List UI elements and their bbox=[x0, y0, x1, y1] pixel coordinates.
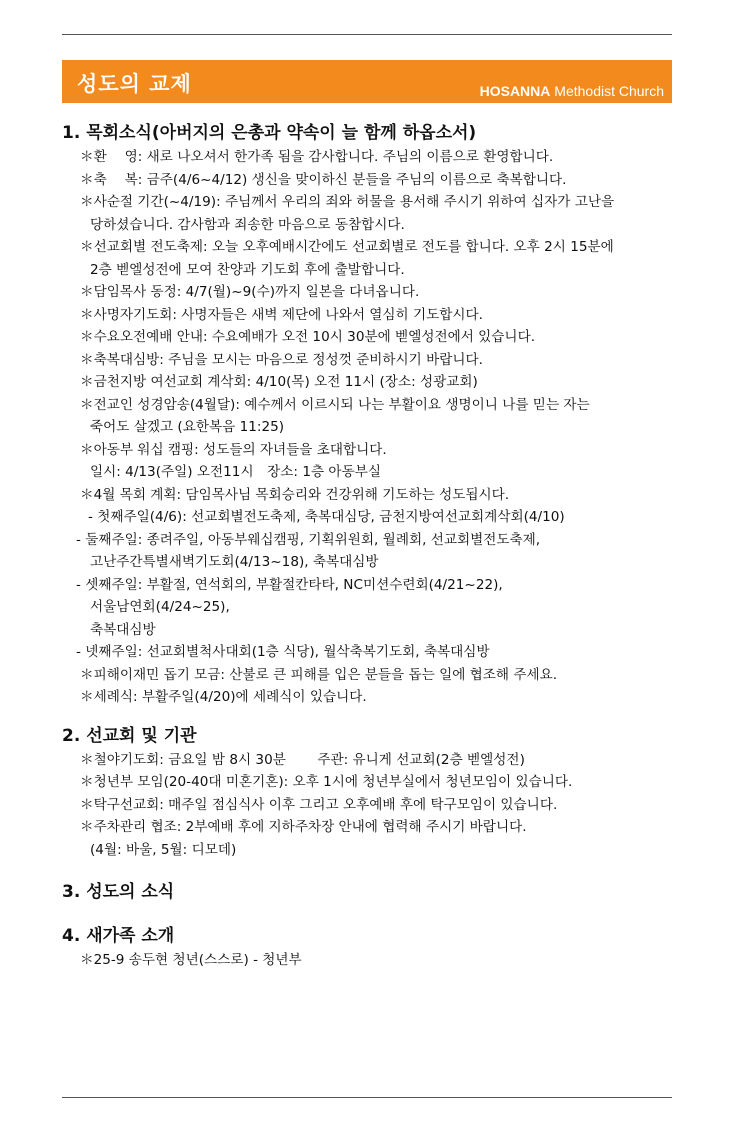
list-item-continuation: 축복대심방 bbox=[90, 621, 156, 638]
list-item: ＊청년부 모임(20-40대 미혼기혼): 오후 1시에 청년부실에서 청년모임이 있습니다. bbox=[80, 774, 573, 790]
list-item: ＊선교회별 전도축제: 오늘 오후예배시간에도 선교회별로 전도를 합니다. 오후 2시 15분에 bbox=[80, 239, 614, 255]
sub-list-item: - 넷째주일: 선교회별척사대회(1층 식당), 월삭축복기도회, 축복대심방 bbox=[76, 644, 490, 660]
list-item-continuation: 2층 벧엘성전에 모여 찬양과 기도회 후에 출발합니다. bbox=[90, 261, 405, 278]
section-title-pastoral-news: 1. 목회소식(아버지의 은총과 약속이 늘 함께 하옵소서) bbox=[62, 123, 477, 143]
list-item-continuation: 일시: 4/13(주일) 오전11시 장소: 1층 아동부실 bbox=[90, 464, 381, 480]
section-title-member-news: 3. 성도의 소식 bbox=[62, 882, 175, 902]
list-item: ＊주차관리 협조: 2부예배 후에 지하주차장 안내에 협력해 주시기 바랍니다. bbox=[80, 819, 527, 835]
bottom-rule bbox=[62, 1097, 672, 1098]
list-item: ＊사명자기도회: 사명자들은 새벽 제단에 나와서 열심히 기도합시다. bbox=[80, 306, 483, 323]
section-title-mission-groups: 2. 선교회 및 기관 bbox=[62, 725, 197, 746]
top-rule bbox=[62, 34, 672, 35]
list-item-continuation: 당하셨습니다. 감사함과 죄송한 마음으로 동참합시다. bbox=[90, 216, 405, 233]
list-item: ＊탁구선교회: 매주일 점심식사 이후 그리고 오후예배 후에 탁구모임이 있습니다. bbox=[80, 796, 558, 813]
list-item: ＊사순절 기간(~4/19): 주님께서 우리의 죄와 허물을 용서해 주시기 위하여 십자가 고난을 bbox=[80, 194, 615, 210]
section-title-new-family: 4. 새가족 소개 bbox=[62, 926, 175, 946]
list-item: ＊담임목사 동정: 4/7(월)~9(수)까지 일본을 다녀옵니다. bbox=[80, 284, 420, 300]
section-header-bar bbox=[62, 60, 672, 103]
list-item: ＊세례식: 부활주일(4/20)에 세례식이 있습니다. bbox=[80, 689, 367, 705]
list-item-continuation: 서울남연회(4/24~25), bbox=[90, 599, 230, 615]
list-item-continuation: (4월: 바울, 5월: 디모데) bbox=[90, 841, 237, 858]
list-item: ＊축복대심방: 주님을 모시는 마음으로 정성껏 준비하시기 바랍니다. bbox=[80, 351, 483, 368]
list-item-continuation: 고난주간특별새벽기도회(4/13~18), 축복대심방 bbox=[90, 554, 379, 570]
list-item: ＊아동부 워십 캠핑: 성도들의 자녀들을 초대합니다. bbox=[80, 441, 387, 458]
church-name-rest: Methodist Church bbox=[550, 83, 664, 99]
list-item: ＊25-9 송두현 청년(스스로) - 청년부 bbox=[80, 952, 302, 968]
list-item-continuation: 죽어도 살겠고 (요한복음 11:25) bbox=[90, 419, 285, 435]
list-item: ＊환 영: 새로 나오셔서 한가족 됨을 감사합니다. 주님의 이름으로 환영합니다. bbox=[80, 149, 554, 165]
page-title: 성도의 교제 bbox=[77, 72, 192, 96]
church-name-strong: HOSANNA bbox=[479, 83, 551, 99]
church-name bbox=[480, 83, 664, 99]
bulletin-content bbox=[62, 120, 686, 972]
sub-list-item: - 첫째주일(4/6): 선교회별전도축제, 축복대심당, 금천지방여선교회계삭회(4/10) bbox=[88, 509, 565, 525]
list-item: ＊축 복: 금주(4/6~4/12) 생신을 맞이하신 분들을 주님의 이름으로 축복합니다. bbox=[80, 171, 567, 188]
list-item: ＊전교인 성경암송(4월달): 예수께서 이르시되 나는 부활이요 생명이니 나를 믿는 자는 bbox=[80, 396, 590, 413]
list-item: ＊수요오전예배 안내: 수요예배가 오전 10시 30분에 벧엘성전에서 있습니다. bbox=[80, 329, 536, 345]
sub-list-item: - 셋째주일: 부활절, 연석회의, 부활절칸타타, NC미션수련회(4/21~22), bbox=[76, 576, 503, 593]
sub-list-item: - 둘째주일: 종려주일, 아동부웨십캠핑, 기획위원회, 월례회, 선교회별전도축제, bbox=[76, 531, 541, 548]
list-item: ＊피해이재민 돕기 모금: 산불로 큰 피해를 입은 분들을 돕는 일에 협조해 주세요. bbox=[80, 666, 558, 683]
list-item: ＊철야기도회: 금요일 밤 8시 30분 주관: 유니게 선교회(2층 벧엘성전) bbox=[80, 751, 525, 768]
list-item: ＊금천지방 여선교회 계삭회: 4/10(목) 오전 11시 (장소: 성광교회) bbox=[80, 374, 478, 390]
list-item: ＊4월 목회 계획: 담임목사님 목회승리와 건강위해 기도하는 성도됩시다. bbox=[80, 486, 510, 503]
